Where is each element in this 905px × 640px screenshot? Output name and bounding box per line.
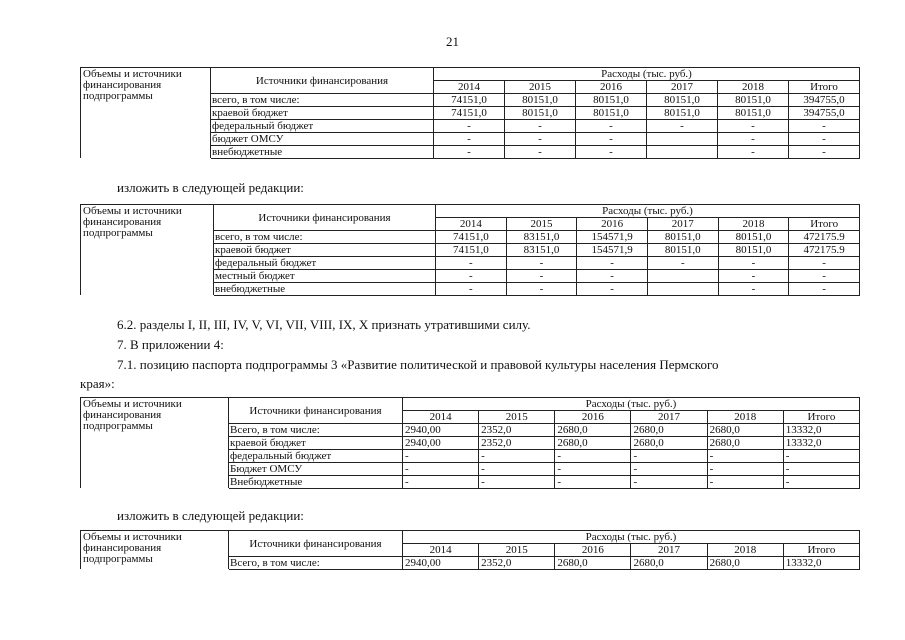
sources-header: Источники финансирования — [229, 531, 403, 557]
amount-cell: - — [555, 450, 631, 463]
passport-label-line: подпрограммы — [83, 420, 153, 432]
amount-cell: 74151,0 — [436, 231, 507, 244]
year-header: 2018 — [718, 218, 789, 231]
amount-cell: 80151,0 — [718, 94, 789, 107]
amount-cell: 2940,00 — [403, 424, 479, 437]
amount-cell: - — [577, 257, 648, 270]
header-row — [81, 531, 860, 544]
amount-cell — [647, 133, 718, 146]
passport-label-line: финансирования — [83, 409, 162, 421]
sources-header: Источники финансирования — [211, 68, 434, 94]
amount-cell: 394755,0 — [789, 94, 860, 107]
source-name: Бюджет ОМСУ — [229, 463, 403, 476]
amount-cell: 2352,0 — [479, 557, 555, 570]
amount-cell: 74151,0 — [434, 94, 505, 107]
amount-cell: - — [436, 270, 507, 283]
year-header: Итого — [789, 81, 860, 94]
amount-cell: - — [783, 476, 859, 489]
amount-cell: 394755,0 — [789, 107, 860, 120]
amount-cell: 154571,9 — [577, 244, 648, 257]
edit-instruction-2: изложить в следующей редакции: — [117, 508, 304, 523]
amount-cell: - — [647, 257, 718, 270]
source-name: бюджет ОМСУ — [211, 133, 434, 146]
source-name: краевой бюджет — [214, 244, 436, 257]
source-name: внебюджетные — [211, 146, 434, 159]
amount-cell: 2680,0 — [555, 424, 631, 437]
amount-cell: 13332,0 — [783, 557, 859, 570]
passport-label-line: подпрограммы — [83, 90, 153, 102]
year-header: 2018 — [718, 81, 789, 94]
source-name: всего, в том числе: — [211, 94, 434, 107]
amount-cell: - — [577, 270, 648, 283]
amount-cell: 80151,0 — [576, 107, 647, 120]
amount-cell — [647, 283, 718, 296]
source-name: федеральный бюджет — [229, 450, 403, 463]
amount-cell: 80151,0 — [718, 231, 789, 244]
amount-cell: 74151,0 — [436, 244, 507, 257]
amount-cell: - — [789, 146, 860, 159]
source-name: Внебюджетные — [229, 476, 403, 489]
passport-label — [81, 205, 214, 296]
amount-cell: 74151,0 — [434, 107, 505, 120]
paragraph-7-1: 7.1. позицию паспорта подпрограммы 3 «Развитие политической и правовой культуры населения Пермского — [117, 357, 719, 372]
amount-cell: - — [576, 120, 647, 133]
amount-cell: 80151,0 — [718, 107, 789, 120]
year-header: 2015 — [479, 411, 555, 424]
year-header: Итого — [789, 218, 860, 231]
amount-cell: 80151,0 — [647, 94, 718, 107]
amount-cell: 13332,0 — [783, 424, 859, 437]
amount-cell: - — [707, 450, 783, 463]
expenses-header: Расходы (тыс. руб.) — [434, 68, 860, 81]
amount-cell: - — [718, 283, 789, 296]
header-row — [81, 205, 860, 218]
amount-cell: - — [479, 463, 555, 476]
year-header: Итого — [783, 411, 859, 424]
header-row — [81, 68, 860, 81]
amount-cell: 80151,0 — [647, 107, 718, 120]
amount-cell: - — [434, 133, 505, 146]
amount-cell — [647, 270, 718, 283]
passport-label-line: подпрограммы — [83, 227, 153, 239]
amount-cell — [647, 146, 718, 159]
amount-cell: 2680,0 — [707, 424, 783, 437]
year-header: 2015 — [506, 218, 577, 231]
edit-instruction-1: изложить в следующей редакции: — [117, 180, 304, 195]
amount-cell: - — [789, 257, 860, 270]
amount-cell: - — [505, 133, 576, 146]
paragraph-7-1-continued: края»: — [80, 376, 115, 391]
amount-cell: 2680,0 — [631, 424, 707, 437]
year-header: 2014 — [434, 81, 505, 94]
source-name: федеральный бюджет — [214, 257, 436, 270]
expenses-header: Расходы (тыс. руб.) — [403, 398, 860, 411]
amount-cell: 80151,0 — [505, 94, 576, 107]
source-name: внебюджетные — [214, 283, 436, 296]
year-header: 2016 — [555, 544, 631, 557]
amount-cell: 80151,0 — [576, 94, 647, 107]
amount-cell: - — [631, 450, 707, 463]
year-header: 2017 — [647, 81, 718, 94]
financing-table-3 — [80, 397, 860, 489]
amount-cell: - — [506, 283, 577, 296]
amount-cell: - — [647, 120, 718, 133]
source-name: местный бюджет — [214, 270, 436, 283]
source-name: Всего, в том числе: — [229, 424, 403, 437]
amount-cell: - — [789, 283, 860, 296]
amount-cell: 80151,0 — [647, 244, 718, 257]
amount-cell: - — [718, 270, 789, 283]
amount-cell: - — [707, 463, 783, 476]
amount-cell: 2680,0 — [707, 557, 783, 570]
amount-cell: - — [479, 450, 555, 463]
amount-cell: 472175.9 — [789, 244, 860, 257]
amount-cell: - — [631, 476, 707, 489]
year-header: 2015 — [479, 544, 555, 557]
amount-cell: 2680,0 — [631, 437, 707, 450]
passport-label — [81, 531, 229, 570]
amount-cell: - — [403, 476, 479, 489]
amount-cell: - — [555, 476, 631, 489]
amount-cell: - — [403, 463, 479, 476]
year-header: 2014 — [436, 218, 507, 231]
year-header: 2016 — [555, 411, 631, 424]
amount-cell: 472175.9 — [789, 231, 860, 244]
year-header: 2018 — [707, 544, 783, 557]
amount-cell: - — [783, 463, 859, 476]
amount-cell: - — [783, 450, 859, 463]
expenses-header: Расходы (тыс. руб.) — [436, 205, 860, 218]
passport-label — [81, 68, 211, 159]
year-header: 2017 — [647, 218, 718, 231]
amount-cell: - — [718, 133, 789, 146]
passport-label-line: Объемы и источники — [83, 531, 182, 543]
passport-label-line: финансирования — [83, 79, 162, 91]
amount-cell: - — [505, 120, 576, 133]
passport-label-line: Объемы и источники — [83, 398, 182, 410]
amount-cell: 154571,9 — [577, 231, 648, 244]
amount-cell: 2680,0 — [555, 557, 631, 570]
amount-cell: 2940,00 — [403, 557, 479, 570]
amount-cell: - — [436, 283, 507, 296]
amount-cell: 80151,0 — [718, 244, 789, 257]
amount-cell: - — [505, 146, 576, 159]
year-header: 2017 — [631, 544, 707, 557]
year-header: 2018 — [707, 411, 783, 424]
year-header: 2016 — [577, 218, 648, 231]
amount-cell: 80151,0 — [505, 107, 576, 120]
financing-table-4 — [80, 530, 860, 570]
amount-cell: - — [789, 133, 860, 146]
amount-cell: - — [506, 257, 577, 270]
page-number: 21 — [446, 34, 459, 49]
year-header: Итого — [783, 544, 859, 557]
amount-cell: - — [789, 270, 860, 283]
amount-cell: - — [707, 476, 783, 489]
amount-cell: 80151,0 — [647, 231, 718, 244]
source-name: всего, в том числе: — [214, 231, 436, 244]
paragraph-7: 7. В приложении 4: — [117, 337, 224, 352]
year-header: 2014 — [403, 411, 479, 424]
paragraph-6-2: 6.2. разделы I, II, III, IV, V, VI, VII, VIII, IX, X признать утратившими силу. — [117, 317, 531, 332]
amount-cell: 83151,0 — [506, 244, 577, 257]
amount-cell: - — [576, 133, 647, 146]
financing-table-1 — [80, 67, 860, 159]
amount-cell: - — [403, 450, 479, 463]
amount-cell: - — [789, 120, 860, 133]
amount-cell: - — [718, 120, 789, 133]
amount-cell: - — [577, 283, 648, 296]
amount-cell: - — [576, 146, 647, 159]
sources-header: Источники финансирования — [214, 205, 436, 231]
amount-cell: 13332,0 — [783, 437, 859, 450]
amount-cell: - — [479, 476, 555, 489]
source-name: краевой бюджет — [211, 107, 434, 120]
expenses-header: Расходы (тыс. руб.) — [403, 531, 860, 544]
amount-cell: 2680,0 — [555, 437, 631, 450]
amount-cell: 2680,0 — [707, 437, 783, 450]
sources-header: Источники финансирования — [229, 398, 403, 424]
amount-cell: - — [718, 146, 789, 159]
year-header: 2017 — [631, 411, 707, 424]
passport-label-line: финансирования — [83, 542, 162, 554]
amount-cell: 2940,00 — [403, 437, 479, 450]
amount-cell: - — [506, 270, 577, 283]
year-header: 2016 — [576, 81, 647, 94]
passport-label-line: Объемы и источники — [83, 68, 182, 80]
source-name: Всего, в том числе: — [229, 557, 403, 570]
passport-label-line: Объемы и источники — [83, 205, 182, 217]
header-row — [81, 398, 860, 411]
passport-label-line: финансирования — [83, 216, 162, 228]
year-header: 2015 — [505, 81, 576, 94]
year-header: 2014 — [403, 544, 479, 557]
amount-cell: - — [718, 257, 789, 270]
amount-cell: 2680,0 — [631, 557, 707, 570]
amount-cell: - — [631, 463, 707, 476]
passport-label-line: подпрограммы — [83, 553, 153, 565]
amount-cell: - — [434, 146, 505, 159]
passport-label — [81, 398, 229, 489]
source-name: краевой бюджет — [229, 437, 403, 450]
amount-cell: - — [555, 463, 631, 476]
amount-cell: - — [436, 257, 507, 270]
amount-cell: 2352,0 — [479, 437, 555, 450]
amount-cell: 83151,0 — [506, 231, 577, 244]
amount-cell: 2352,0 — [479, 424, 555, 437]
source-name: федеральный бюджет — [211, 120, 434, 133]
amount-cell: - — [434, 120, 505, 133]
financing-table-2 — [80, 204, 860, 296]
